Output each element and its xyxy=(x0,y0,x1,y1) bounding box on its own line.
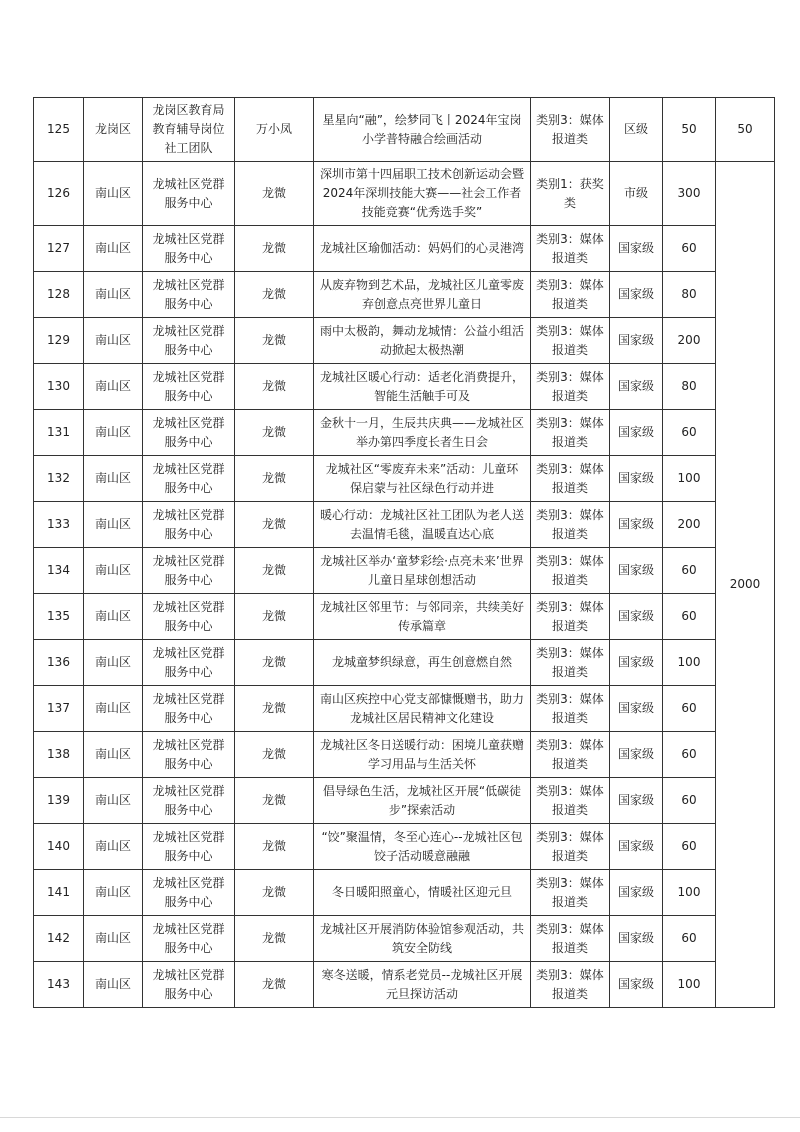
organization-cell: 龙城社区党群服务中心 xyxy=(143,410,235,456)
district-cell: 南山区 xyxy=(84,502,143,548)
district-cell: 南山区 xyxy=(84,162,143,226)
total-score-cell: 2000 xyxy=(716,162,775,1008)
organization-cell: 龙城社区党群服务中心 xyxy=(143,686,235,732)
activity-cell: 龙城童梦织绿意，再生创意燃自然 xyxy=(314,640,531,686)
category-cell: 类别3：媒体报道类 xyxy=(531,916,610,962)
category-cell: 类别3：媒体报道类 xyxy=(531,594,610,640)
level-cell: 国家级 xyxy=(610,778,663,824)
district-cell: 南山区 xyxy=(84,318,143,364)
table-row xyxy=(34,98,775,162)
category-cell: 类别3：媒体报道类 xyxy=(531,410,610,456)
row-number: 138 xyxy=(34,732,84,778)
total-score-cell: 50 xyxy=(716,98,775,162)
level-cell: 国家级 xyxy=(610,456,663,502)
table-row xyxy=(34,640,775,686)
table-row xyxy=(34,732,775,778)
person-cell: 龙微 xyxy=(235,502,314,548)
score-cell: 200 xyxy=(663,318,716,364)
table-body xyxy=(34,98,775,1008)
row-number: 136 xyxy=(34,640,84,686)
score-cell: 100 xyxy=(663,870,716,916)
category-cell: 类别3：媒体报道类 xyxy=(531,226,610,272)
category-cell: 类别1：获奖类 xyxy=(531,162,610,226)
row-number: 132 xyxy=(34,456,84,502)
person-cell: 龙微 xyxy=(235,410,314,456)
person-cell: 龙微 xyxy=(235,548,314,594)
category-cell: 类别3：媒体报道类 xyxy=(531,364,610,410)
level-cell: 国家级 xyxy=(610,318,663,364)
category-cell: 类别3：媒体报道类 xyxy=(531,962,610,1008)
district-cell: 南山区 xyxy=(84,640,143,686)
row-number: 133 xyxy=(34,502,84,548)
person-cell: 龙微 xyxy=(235,162,314,226)
table-row xyxy=(34,870,775,916)
organization-cell: 龙城社区党群服务中心 xyxy=(143,456,235,502)
person-cell: 龙微 xyxy=(235,594,314,640)
organization-cell: 龙城社区党群服务中心 xyxy=(143,502,235,548)
category-cell: 类别3：媒体报道类 xyxy=(531,870,610,916)
score-cell: 50 xyxy=(663,98,716,162)
row-number: 139 xyxy=(34,778,84,824)
row-number: 141 xyxy=(34,870,84,916)
table-row xyxy=(34,916,775,962)
organization-cell: 龙城社区党群服务中心 xyxy=(143,318,235,364)
table-row xyxy=(34,162,775,226)
person-cell: 万小凤 xyxy=(235,98,314,162)
person-cell: 龙微 xyxy=(235,640,314,686)
category-cell: 类别3：媒体报道类 xyxy=(531,272,610,318)
person-cell: 龙微 xyxy=(235,732,314,778)
organization-cell: 龙城社区党群服务中心 xyxy=(143,778,235,824)
activity-cell: 龙城社区“零废弃未来”活动：儿童环保启蒙与社区绿色行动并进 xyxy=(314,456,531,502)
table-row xyxy=(34,364,775,410)
activity-cell: 龙城社区邻里节：与邻同亲，共续美好传承篇章 xyxy=(314,594,531,640)
table-row xyxy=(34,502,775,548)
level-cell: 国家级 xyxy=(610,870,663,916)
level-cell: 市级 xyxy=(610,162,663,226)
row-number: 128 xyxy=(34,272,84,318)
district-cell: 南山区 xyxy=(84,410,143,456)
score-cell: 80 xyxy=(663,272,716,318)
activity-cell: 从废弃物到艺术品，龙城社区儿童零废弃创意点亮世界儿童日 xyxy=(314,272,531,318)
score-cell: 300 xyxy=(663,162,716,226)
district-cell: 南山区 xyxy=(84,456,143,502)
scan-edge-line xyxy=(0,1117,800,1118)
table-row xyxy=(34,548,775,594)
district-cell: 南山区 xyxy=(84,962,143,1008)
score-cell: 80 xyxy=(663,364,716,410)
row-number: 137 xyxy=(34,686,84,732)
organization-cell: 龙城社区党群服务中心 xyxy=(143,962,235,1008)
district-cell: 南山区 xyxy=(84,272,143,318)
activity-cell: 暖心行动：龙城社区社工团队为老人送去温情毛毯，温暖直达心底 xyxy=(314,502,531,548)
activity-cell: 深圳市第十四届职工技术创新运动会暨2024年深圳技能大赛——社会工作者技能竞赛“优秀选手奖” xyxy=(314,162,531,226)
person-cell: 龙微 xyxy=(235,226,314,272)
score-table xyxy=(33,97,775,1008)
score-cell: 60 xyxy=(663,594,716,640)
district-cell: 南山区 xyxy=(84,594,143,640)
activity-cell: 龙城社区冬日送暖行动：困境儿童获赠学习用品与生活关怀 xyxy=(314,732,531,778)
person-cell: 龙微 xyxy=(235,686,314,732)
level-cell: 国家级 xyxy=(610,594,663,640)
category-cell: 类别3：媒体报道类 xyxy=(531,548,610,594)
score-cell: 100 xyxy=(663,456,716,502)
level-cell: 国家级 xyxy=(610,226,663,272)
organization-cell: 龙城社区党群服务中心 xyxy=(143,364,235,410)
activity-cell: 星星向“融”，绘梦同飞丨2024年宝岗小学普特融合绘画活动 xyxy=(314,98,531,162)
row-number: 140 xyxy=(34,824,84,870)
row-number: 143 xyxy=(34,962,84,1008)
activity-cell: 龙城社区举办‘童梦彩绘·点亮未来’世界儿童日星球创想活动 xyxy=(314,548,531,594)
row-number: 126 xyxy=(34,162,84,226)
district-cell: 南山区 xyxy=(84,916,143,962)
category-cell: 类别3：媒体报道类 xyxy=(531,502,610,548)
activity-cell: 龙城社区瑜伽活动：妈妈们的心灵港湾 xyxy=(314,226,531,272)
level-cell: 国家级 xyxy=(610,916,663,962)
activity-cell: 金秋十一月，生辰共庆典——龙城社区举办第四季度长者生日会 xyxy=(314,410,531,456)
level-cell: 国家级 xyxy=(610,686,663,732)
table-row xyxy=(34,318,775,364)
activity-cell: 倡导绿色生活，龙城社区开展“低碳徒步”探索活动 xyxy=(314,778,531,824)
row-number: 134 xyxy=(34,548,84,594)
level-cell: 国家级 xyxy=(610,272,663,318)
district-cell: 南山区 xyxy=(84,364,143,410)
score-cell: 60 xyxy=(663,686,716,732)
category-cell: 类别3：媒体报道类 xyxy=(531,456,610,502)
person-cell: 龙微 xyxy=(235,916,314,962)
activity-cell: “饺”聚温情，冬至心连心--龙城社区包饺子活动暖意融融 xyxy=(314,824,531,870)
district-cell: 龙岗区 xyxy=(84,98,143,162)
score-cell: 200 xyxy=(663,502,716,548)
table-row xyxy=(34,778,775,824)
activity-cell: 龙城社区暖心行动：适老化消费提升，智能生活触手可及 xyxy=(314,364,531,410)
row-number: 131 xyxy=(34,410,84,456)
score-cell: 60 xyxy=(663,410,716,456)
row-number: 130 xyxy=(34,364,84,410)
row-number: 135 xyxy=(34,594,84,640)
category-cell: 类别3：媒体报道类 xyxy=(531,98,610,162)
category-cell: 类别3：媒体报道类 xyxy=(531,732,610,778)
level-cell: 国家级 xyxy=(610,548,663,594)
person-cell: 龙微 xyxy=(235,272,314,318)
score-cell: 60 xyxy=(663,916,716,962)
person-cell: 龙微 xyxy=(235,364,314,410)
level-cell: 国家级 xyxy=(610,640,663,686)
district-cell: 南山区 xyxy=(84,548,143,594)
table-row xyxy=(34,456,775,502)
organization-cell: 龙城社区党群服务中心 xyxy=(143,162,235,226)
score-cell: 100 xyxy=(663,962,716,1008)
level-cell: 国家级 xyxy=(610,364,663,410)
person-cell: 龙微 xyxy=(235,778,314,824)
table-row xyxy=(34,686,775,732)
district-cell: 南山区 xyxy=(84,870,143,916)
table-row xyxy=(34,824,775,870)
level-cell: 国家级 xyxy=(610,502,663,548)
category-cell: 类别3：媒体报道类 xyxy=(531,318,610,364)
level-cell: 国家级 xyxy=(610,824,663,870)
district-cell: 南山区 xyxy=(84,732,143,778)
category-cell: 类别3：媒体报道类 xyxy=(531,640,610,686)
organization-cell: 龙城社区党群服务中心 xyxy=(143,732,235,778)
score-cell: 60 xyxy=(663,732,716,778)
person-cell: 龙微 xyxy=(235,870,314,916)
activity-cell: 寒冬送暖，情系老党员--龙城社区开展元旦探访活动 xyxy=(314,962,531,1008)
level-cell: 国家级 xyxy=(610,962,663,1008)
category-cell: 类别3：媒体报道类 xyxy=(531,824,610,870)
level-cell: 国家级 xyxy=(610,732,663,778)
person-cell: 龙微 xyxy=(235,962,314,1008)
organization-cell: 龙城社区党群服务中心 xyxy=(143,640,235,686)
row-number: 129 xyxy=(34,318,84,364)
table-row xyxy=(34,272,775,318)
score-cell: 60 xyxy=(663,548,716,594)
table-row xyxy=(34,410,775,456)
person-cell: 龙微 xyxy=(235,824,314,870)
activity-cell: 雨中太极韵，舞动龙城情：公益小组活动掀起太极热潮 xyxy=(314,318,531,364)
level-cell: 国家级 xyxy=(610,410,663,456)
row-number: 142 xyxy=(34,916,84,962)
score-cell: 60 xyxy=(663,226,716,272)
score-cell: 60 xyxy=(663,824,716,870)
row-number: 127 xyxy=(34,226,84,272)
table-row xyxy=(34,962,775,1008)
organization-cell: 龙城社区党群服务中心 xyxy=(143,272,235,318)
row-number: 125 xyxy=(34,98,84,162)
organization-cell: 龙城社区党群服务中心 xyxy=(143,870,235,916)
score-cell: 100 xyxy=(663,640,716,686)
score-cell: 60 xyxy=(663,778,716,824)
category-cell: 类别3：媒体报道类 xyxy=(531,778,610,824)
organization-cell: 龙城社区党群服务中心 xyxy=(143,548,235,594)
person-cell: 龙微 xyxy=(235,318,314,364)
organization-cell: 龙城社区党群服务中心 xyxy=(143,594,235,640)
table-row xyxy=(34,594,775,640)
category-cell: 类别3：媒体报道类 xyxy=(531,686,610,732)
organization-cell: 龙城社区党群服务中心 xyxy=(143,824,235,870)
organization-cell: 龙城社区党群服务中心 xyxy=(143,916,235,962)
person-cell: 龙微 xyxy=(235,456,314,502)
district-cell: 南山区 xyxy=(84,824,143,870)
district-cell: 南山区 xyxy=(84,778,143,824)
activity-cell: 冬日暖阳照童心，情暖社区迎元旦 xyxy=(314,870,531,916)
activity-cell: 龙城社区开展消防体验馆参观活动，共筑安全防线 xyxy=(314,916,531,962)
organization-cell: 龙岗区教育局教育辅导岗位社工团队 xyxy=(143,98,235,162)
activity-cell: 南山区疾控中心党支部慷慨赠书，助力龙城社区居民精神文化建设 xyxy=(314,686,531,732)
level-cell: 区级 xyxy=(610,98,663,162)
district-cell: 南山区 xyxy=(84,226,143,272)
table-row xyxy=(34,226,775,272)
organization-cell: 龙城社区党群服务中心 xyxy=(143,226,235,272)
district-cell: 南山区 xyxy=(84,686,143,732)
